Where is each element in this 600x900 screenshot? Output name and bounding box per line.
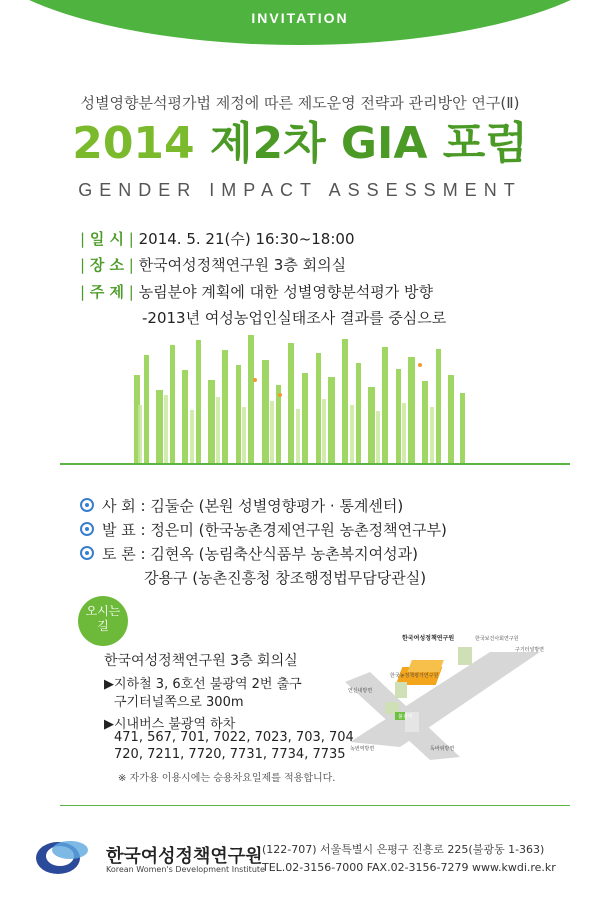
bus-title: ▶시내버스 불광역 하차 (104, 717, 236, 732)
kwdi-logo-icon (32, 834, 94, 878)
date-value: 2014. 5. 21(수) 16:30~18:00 (138, 230, 355, 248)
bus-line1: 471, 567, 701, 7022, 7023, 703, 704, (114, 730, 358, 745)
map-bottom-left-label: 녹번역방면 (350, 746, 375, 752)
date-row: | 일 시 | 2014. 5. 21(수) 16:30~18:00 (80, 230, 355, 248)
discussant-1: 김현옥 (농림축산식품부 농촌복지여성과) (150, 545, 418, 563)
footer-divider (60, 805, 570, 806)
place-value: 한국여성정책연구원 3층 회의실 (138, 256, 347, 274)
footer-address: (122-707) 서울특별시 은평구 진흥로 225(불광동 1-363) (262, 843, 545, 856)
discussion-label: 토 론 : (102, 545, 146, 563)
place-row: | 장 소 | 한국여성정책연구원 3층 회의실 (80, 256, 347, 274)
forest-illustration (130, 335, 470, 465)
map-land-label: 한국농정책평가연구원 (390, 673, 439, 679)
host-label: 사 회 : (102, 497, 146, 515)
org-name-english: Korean Women's Development Institute (106, 865, 265, 874)
parking-note: ※ 자가용 이용시에는 승용차요일제를 적용합니다. (118, 773, 336, 784)
english-title: GENDER IMPACT ASSESSMENT (78, 180, 522, 200)
location-map (340, 632, 560, 762)
map-bottom-right-label: 독바위방면 (430, 746, 455, 752)
directions-badge: 오시는 길 (78, 596, 128, 646)
discussant-2: 강용구 (농촌진흥청 창조행정법무담당관실) (144, 569, 427, 587)
section-divider (60, 463, 570, 465)
presenter-row (80, 519, 447, 540)
research-subtitle: 성별영향분석평가법 제정에 따른 제도운영 전략과 관리방안 연구(Ⅱ) (80, 94, 520, 112)
host-row (80, 495, 403, 516)
host-value: 김둘순 (본원 성별영향평가 · 통계센터) (150, 497, 404, 515)
discussion-row (80, 543, 418, 564)
map-left-road-label: 연신내방면 (348, 688, 373, 694)
map-station-label: 불광역 (398, 714, 413, 720)
footer-contact: TEL.02-3156-7000 FAX.02-3156-7279 www.kwdi.re.kr (262, 861, 556, 874)
bullet-icon (80, 546, 94, 560)
topic-row: | 주 제 | 농림분야 계획에 대한 성별영향분석평가 방향 (80, 283, 434, 301)
bullet-icon (80, 498, 94, 512)
place-label: 장 소 (89, 256, 125, 274)
presenter-value: 정은미 (한국농촌경제연구원 농촌정책연구부) (150, 521, 447, 539)
org-name-korean: 한국여성정책연구원 (106, 846, 263, 867)
subway-line2: 구기터널쪽으로 300m (114, 695, 244, 710)
map-kwdi-label: 한국여성정책연구원 (402, 635, 455, 642)
topic-label: 주 제 (89, 283, 125, 301)
venue-text: 한국여성정책연구원 3층 회의실 (104, 653, 298, 669)
title-year: 2014 (72, 118, 195, 169)
bus-line2: 720, 7211, 7720, 7731, 7734, 7735 (114, 747, 346, 762)
subway-line1: ▶지하철 3, 6호선 불광역 2번 출구 (104, 677, 302, 692)
title-rest: 제2차 GIA 포럼 (194, 118, 528, 169)
invitation-label: INVITATION (251, 10, 349, 26)
date-label: 일 시 (89, 230, 125, 248)
map-welfare-label: 한국보건사회연구원 (475, 636, 519, 642)
topic-value: 농림분야 계획에 대한 성별영향분석평가 방향 (138, 283, 434, 301)
topic-subtitle: -2013년 여성농업인실태조사 결과를 중심으로 (142, 309, 447, 327)
forum-title (0, 112, 600, 176)
presenter-label: 발 표 : (102, 521, 146, 539)
bullet-icon (80, 522, 94, 536)
map-gugi-label: 구기터널방면 (515, 647, 544, 653)
